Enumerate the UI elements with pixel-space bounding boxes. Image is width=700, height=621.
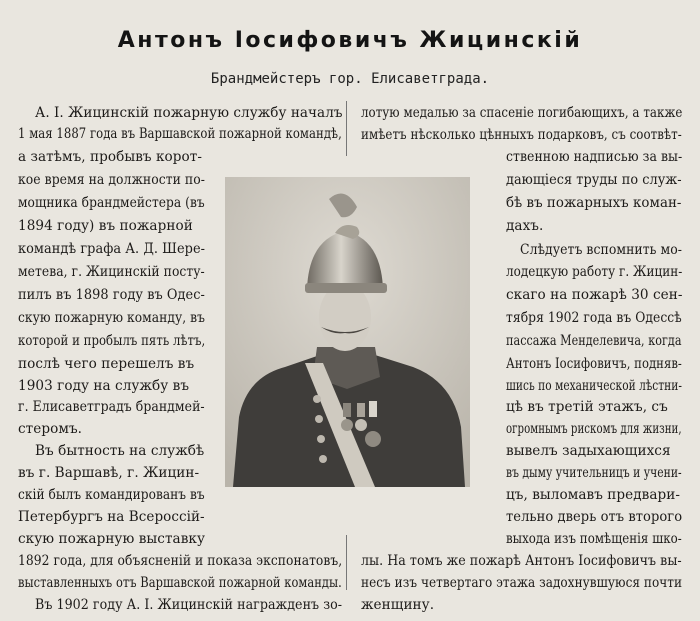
text-line: 1892 года, для объясненій и показа экспонатовъ, bbox=[18, 553, 343, 569]
text-line: 1894 году) въ пожарной bbox=[18, 218, 193, 234]
text-line: мощника брандмейстера (въ bbox=[18, 195, 205, 211]
text-line: лотую медалью за спасеніе погибающихъ, а также bbox=[361, 105, 683, 121]
text-line: женщину. bbox=[361, 597, 435, 613]
text-line: цъ, выломавъ предвари- bbox=[506, 487, 681, 503]
article-title: Антонъ Іосифовичъ Жицинскій bbox=[117, 28, 583, 53]
text-line: которой и пробылъ пять лѣтъ, bbox=[18, 333, 206, 349]
text-line: выставленныхъ отъ Варшавской пожарной команды. bbox=[18, 575, 342, 591]
text-line: цѣ въ третій этажъ, съ bbox=[506, 399, 668, 415]
text-line: 1903 году на службу въ bbox=[18, 378, 190, 394]
text-line: метева, г. Жицинскій посту- bbox=[18, 264, 205, 280]
text-line: а затѣмъ, пробывъ корот- bbox=[18, 149, 202, 165]
text-line: командѣ графа А. Д. Шере- bbox=[18, 241, 206, 257]
text-line: лы. На томъ же пожарѣ Антонъ Іосифовичъ вы- bbox=[361, 553, 682, 569]
text-line: лодецкую работу г. Жицин- bbox=[506, 264, 683, 280]
text-line: скій былъ командированъ въ bbox=[18, 487, 205, 503]
text-line: пассажа Менделевича, когда bbox=[506, 333, 682, 349]
text-line: скую пожарную команду, въ bbox=[18, 310, 205, 326]
text-line: кое время на должности по- bbox=[18, 172, 205, 188]
text-line: А. І. Жицинскій пожарную службу началъ bbox=[35, 105, 343, 121]
text-line: послѣ чего перешелъ въ bbox=[18, 356, 195, 372]
text-line: бѣ въ пожарныхъ коман- bbox=[506, 195, 682, 211]
text-line: Антонъ Іосифовичъ, подняв- bbox=[506, 356, 682, 372]
column-divider-bottom bbox=[346, 535, 347, 590]
column-divider-top bbox=[346, 101, 347, 156]
text-line: Петербургъ на Всероссій- bbox=[18, 509, 205, 525]
text-line: дающіеся труды по служ- bbox=[506, 172, 682, 188]
text-line: 1 мая 1887 года въ Варшавской пожарной командѣ, bbox=[18, 126, 342, 142]
text-line: г. Елисаветградъ брандмей- bbox=[18, 399, 205, 415]
text-line: Въ 1902 году А. І. Жицинскій награжденъ зо- bbox=[35, 597, 343, 613]
text-line: скаго на пожарѣ 30 сен- bbox=[506, 287, 683, 303]
text-line: вывелъ задыхающихся bbox=[506, 443, 671, 459]
text-line: дахъ. bbox=[506, 218, 544, 234]
portrait-photo bbox=[225, 177, 470, 487]
text-line: ственною надписью за вы- bbox=[506, 149, 683, 165]
text-line: тября 1902 года въ Одессѣ bbox=[506, 310, 682, 326]
text-line: скую пожарную выставку bbox=[18, 531, 205, 547]
text-line: выхода изъ помѣщенія шко- bbox=[506, 531, 682, 547]
article-subtitle: Брандмейстеръ гор. Елисаветграда. bbox=[210, 71, 490, 87]
text-line: тельно дверь отъ второго bbox=[506, 509, 683, 525]
text-line: въ дыму учительницъ и учени- bbox=[506, 465, 682, 481]
text-line: несъ изъ четвертаго этажа задохнувшуюся почти bbox=[361, 575, 683, 591]
text-line: пилъ въ 1898 году въ Одес- bbox=[18, 287, 205, 303]
text-line: въ г. Варшавѣ, г. Жицин- bbox=[18, 465, 200, 481]
text-line: Въ бытность на службѣ bbox=[35, 443, 205, 459]
text-line: имѣетъ нѣсколько цѣнныхъ подарковъ, съ соотвѣт- bbox=[361, 127, 682, 143]
text-line: огромнымъ рискомъ для жизни, bbox=[506, 421, 682, 437]
text-line: стеромъ. bbox=[18, 421, 83, 437]
text-line: Слѣдуетъ вспомнить мо- bbox=[520, 242, 682, 258]
text-line: шись по механической лѣстни- bbox=[506, 378, 682, 394]
